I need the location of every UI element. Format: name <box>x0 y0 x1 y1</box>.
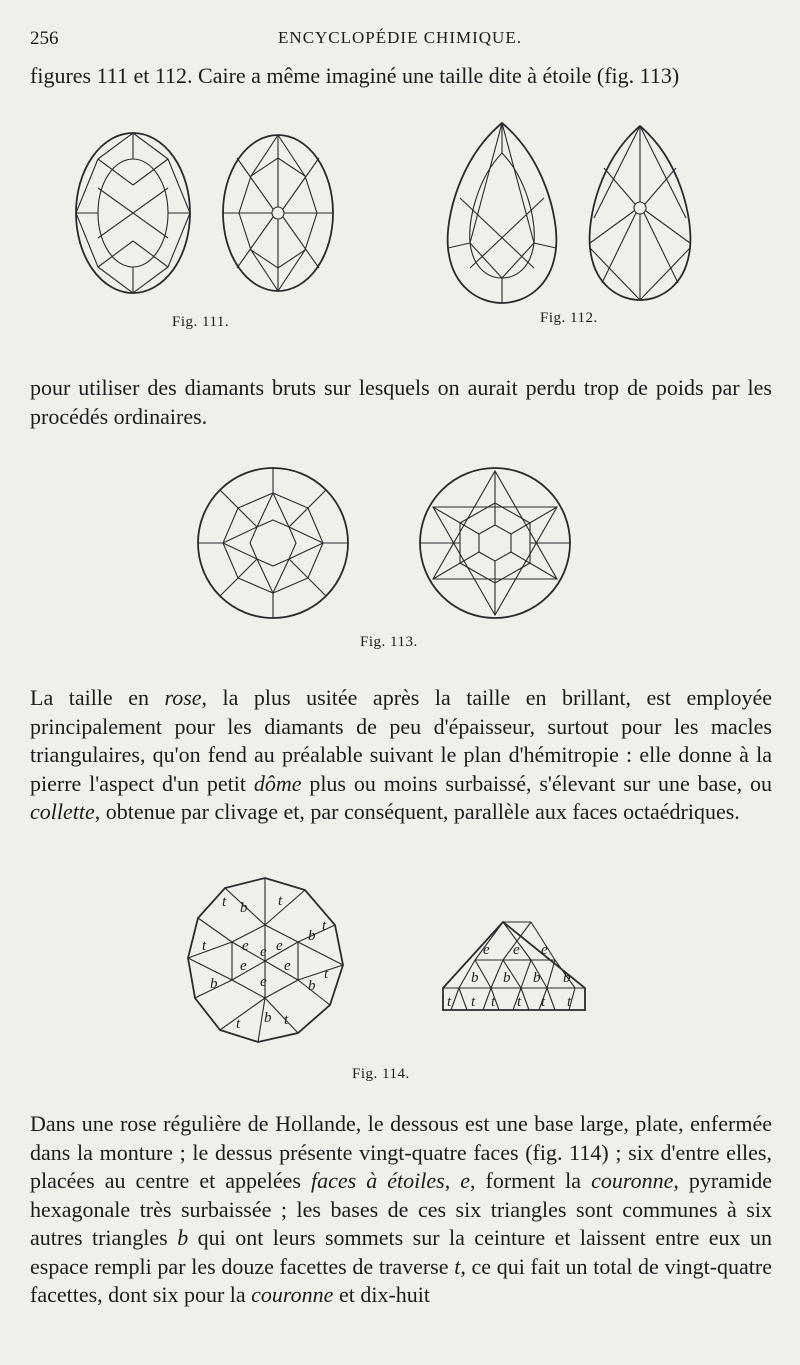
figure-111-oval-brilliant <box>70 128 340 308</box>
label-e: e <box>260 974 267 990</box>
label-e: e <box>242 938 249 954</box>
figure-111-caption: Fig. 111. <box>172 314 230 330</box>
label-b: b <box>264 1010 272 1026</box>
label-t: t <box>236 1016 241 1032</box>
label-t: t <box>322 918 327 934</box>
page-header <box>30 28 770 52</box>
paragraph-rough-diamonds: pour utiliser des diamants bruts sur lesquels on aurait perdu trop de poids par les procédés ordinaires. <box>30 375 772 429</box>
label-t: t <box>471 994 476 1010</box>
label-t: t <box>202 938 207 954</box>
figure-114-caption: Fig. 114. <box>352 1066 410 1082</box>
label-t: t <box>567 994 572 1010</box>
label-t: t <box>284 1012 289 1028</box>
page-number: 256 <box>30 28 59 49</box>
label-e: e <box>513 942 520 958</box>
label-t: t <box>324 966 329 982</box>
star-cut-hexagram <box>420 468 570 618</box>
label-b: b <box>503 970 511 986</box>
label-t: t <box>447 994 452 1010</box>
label-t: t <box>491 994 496 1010</box>
label-t: t <box>541 994 546 1010</box>
label-b: b <box>308 978 316 994</box>
figure-114-rose-cut <box>180 870 620 1050</box>
label-b: b <box>471 970 479 986</box>
label-e: e <box>240 958 247 974</box>
rose-cut-top-view <box>188 878 343 1042</box>
paragraph-holland-rose: Dans une rose régulière de Hollande, le dessous est une base large, plate, enfermée dans la monture ; le dessus présente vingt-quatre faces (fig. 114) ; six d'entre elles, placées au centre et appelées faces à étoiles, e, forment la couronne, pyramide hexagonale très surbaissée ; les bases de ces six triangles sont communes à six autres triangles b qui ont leurs sommets sur la ceinture et laissent entre eux un espace rempli par les douze facettes de traverse t, ce qui fait un total de vingt-quatre facettes, dont six pour la couronne et dix-huit <box>30 1111 772 1307</box>
label-e: e <box>541 942 548 958</box>
label-e: e <box>284 958 291 974</box>
figure-112-caption: Fig. 112. <box>540 310 598 326</box>
figure-113-caption: Fig. 113. <box>360 634 418 650</box>
label-e: e <box>483 942 490 958</box>
paragraph-intro: figures 111 et 112. Caire a même imaginé une taille dite à étoile (fig. 113) <box>30 63 680 88</box>
oval-brilliant-table-view <box>223 135 333 291</box>
label-t: t <box>278 893 283 909</box>
paragraph-rose-cut: La taille en rose, la plus usitée après la taille en brillant, est employée principalement pour les diamants de peu d'épaisseur, surtout pour les macles triangulaires, qu'on fend au préalable suivant le plan d'hémitropie : elle donne à la pierre l'aspect d'un petit dôme plus ou moins surbaissé, s'élevant sur une base, ou collette, obtenue par clivage et, par conséquent, parallèle aux faces octaédriques. <box>30 685 773 824</box>
label-b: b <box>210 976 218 992</box>
label-b: b <box>533 970 541 986</box>
label-e: e <box>260 944 267 960</box>
running-title: ENCYCLOPÉDIE CHIMIQUE. <box>278 28 522 47</box>
rose-cut-side-view <box>443 922 585 1010</box>
label-t: t <box>222 894 227 910</box>
pear-brilliant-side-view <box>448 123 557 303</box>
label-e: e <box>276 938 283 954</box>
label-b: b <box>240 900 248 916</box>
label-b: b <box>308 928 316 944</box>
figure-113-star-cut <box>195 465 575 625</box>
figure-112-pear-brilliant <box>440 118 710 308</box>
label-t: t <box>517 994 522 1010</box>
pear-brilliant-table-view <box>590 126 691 300</box>
oval-brilliant-side-view <box>76 133 190 293</box>
label-b: b <box>563 970 571 986</box>
star-cut-brilliant <box>198 468 348 618</box>
